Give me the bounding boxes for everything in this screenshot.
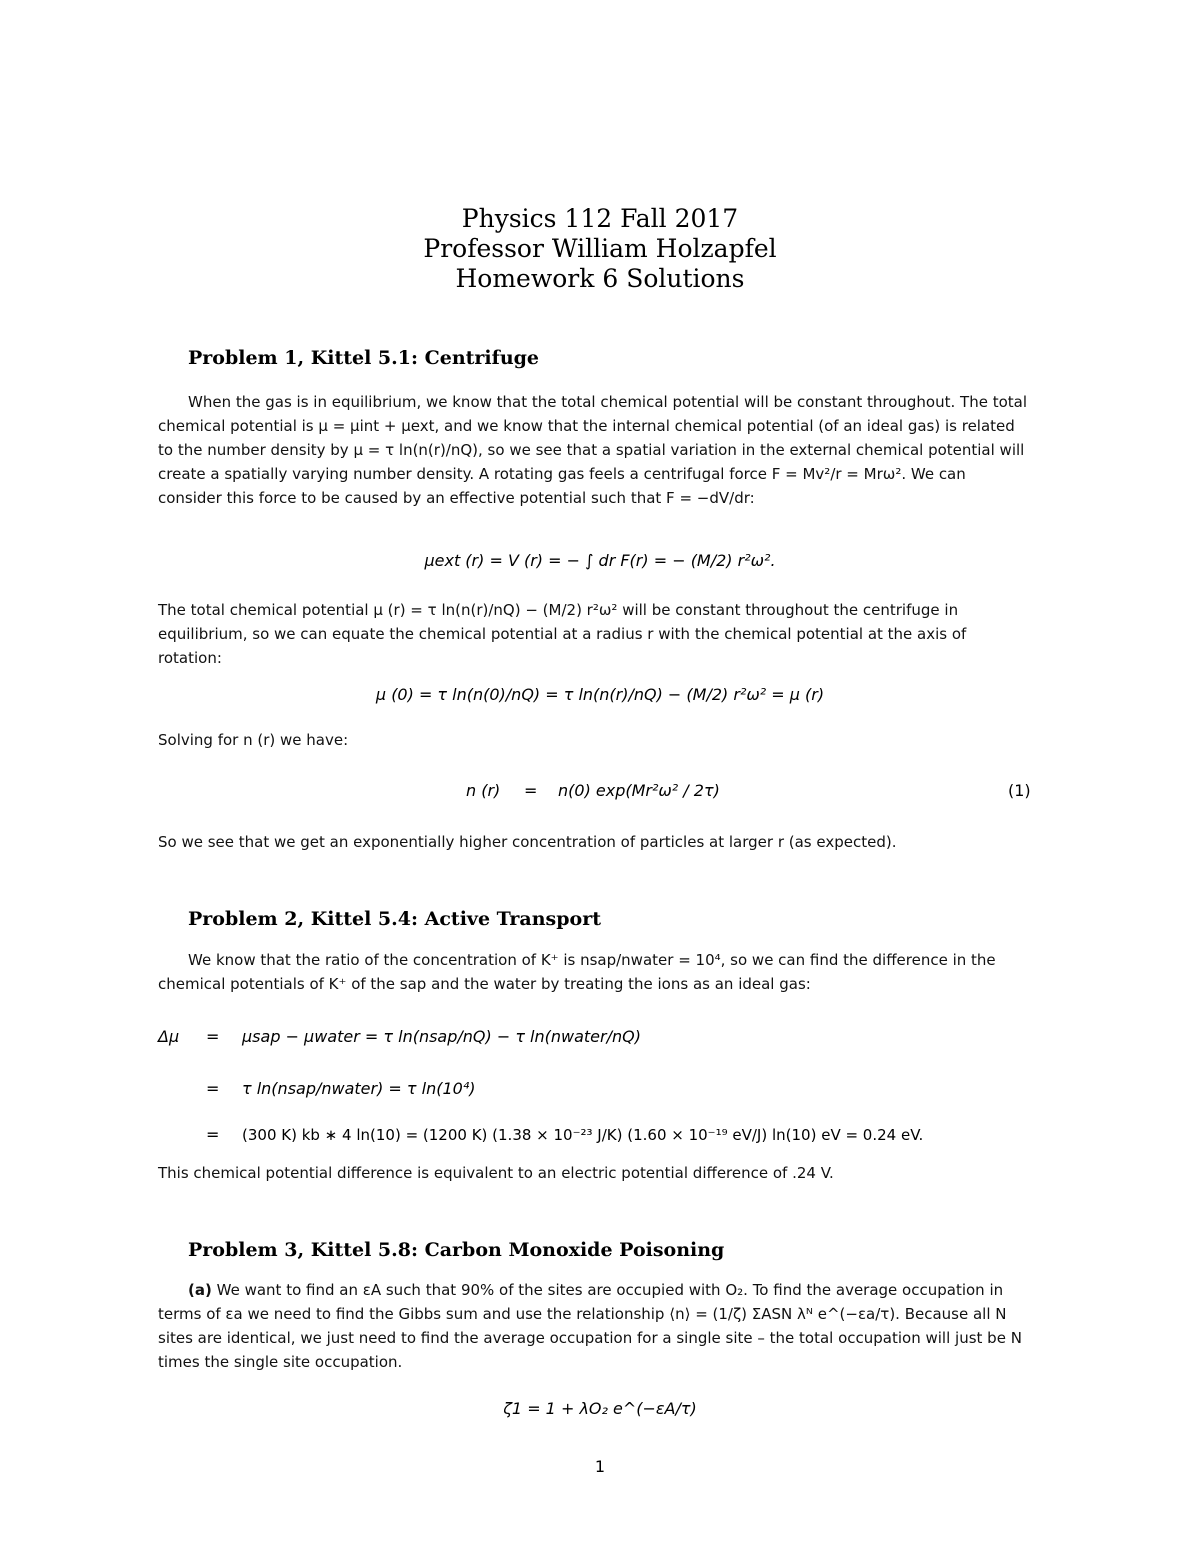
problem3-paragraph1: (a) We want to find an εA such that 90% of the sites are occupied with O₂. To find the average occupation in terms of εa we need to find the Gibbs sum and use the relationship ⟨n⟩ = (1/ζ) ΣASN λᴺ e^(−εa/τ). Because all N sites are identical, we just need to find the average occupation for a single site – the total occupation will just be N times the single site occupation. [158,1281,1022,1371]
problem2-heading: Problem 2, Kittel 5.4: Active Transport [188,908,601,930]
problem1-paragraph3: Solving for n (r) we have: [158,731,349,749]
problem1-equation1: μext (r) = V (r) = − ∫ dr F(r) = − (M/2) r²ω². [424,551,776,570]
problem1-equation2: μ (0) = τ ln(n(0)/nQ) = τ ln(n(r)/nQ) − (M/2) r²ω² = μ (r) [375,685,825,704]
problem2-row2-equals: = [206,1079,220,1098]
problem2-row2-rhs: τ ln(nsap/nwater) = τ ln(10⁴) [242,1079,476,1098]
problem1-paragraph4: So we see that we get an exponentially higher concentration of particles at larger r (as expected). [158,833,897,851]
problem1-eq3-lhs: n (r) [466,781,501,800]
problem2-row1-lhs: Δμ [158,1027,180,1046]
problem1-eq3-equals: = [524,781,538,800]
problem2-row1-equals: = [206,1027,220,1046]
problem2-row1-rhs: μsap − μwater = τ ln(nsap/nQ) − τ ln(nwater/nQ) [242,1027,641,1046]
assignment-line: Homework 6 Solutions [455,264,745,293]
problem1-eq3-rhs: n(0) exp(Mr²ω² / 2τ) [558,781,720,800]
problem2-paragraph2: This chemical potential difference is equivalent to an electric potential difference of .24 V. [158,1164,834,1182]
professor-line: Professor William Holzapfel [423,234,777,263]
problem2-row3-rhs: (300 K) kb ∗ 4 ln(10) = (1200 K) (1.38 × 10⁻²³ J/K) (1.60 × 10⁻¹⁹ eV/J) ln(10) eV = 0.24 eV. [242,1126,924,1144]
problem1-paragraph2: The total chemical potential μ (r) = τ ln(n(r)/nQ) − (M/2) r²ω² will be constant throughout the centrifuge in equilibrium, so we can equate the chemical potential at a radius r with the chemical potential at the axis of rotation: [158,601,967,667]
part-label: (a) [188,1281,212,1299]
problem1-paragraph1: When the gas is in equilibrium, we know that the total chemical potential will be constant throughout. The total chemical potential is μ = μint + μext, and we know that the internal chemical potential (of an ideal gas) is related to the number density by μ = τ ln(n(r)/nQ), so we see that a spatial variation in the external chemical potential will create a spatially varying number density. A rotating gas feels a centrifugal force F = Mv²/r = Mrω². We can consider this force to be caused by an effective potential such that F = −dV/dr: [158,393,1028,507]
problem3-equation1: ζ1 = 1 + λO₂ e^(−εA/τ) [503,1399,697,1418]
problem1-heading: Problem 1, Kittel 5.1: Centrifuge [188,347,540,369]
page-number: 1 [594,1457,606,1476]
document-title [0,204,1200,294]
equation-number: (1) [1008,781,1031,800]
problem3-heading: Problem 3, Kittel 5.8: Carbon Monoxide Poisoning [188,1239,725,1261]
course-line: Physics 112 Fall 2017 [461,204,739,233]
problem2-paragraph1: We know that the ratio of the concentration of K⁺ is nsap/nwater = 10⁴, so we can find the difference in the chemical potentials of K⁺ of the sap and the water by treating the ions as an ideal gas: [158,951,996,993]
problem2-row3-equals: = [206,1125,220,1144]
